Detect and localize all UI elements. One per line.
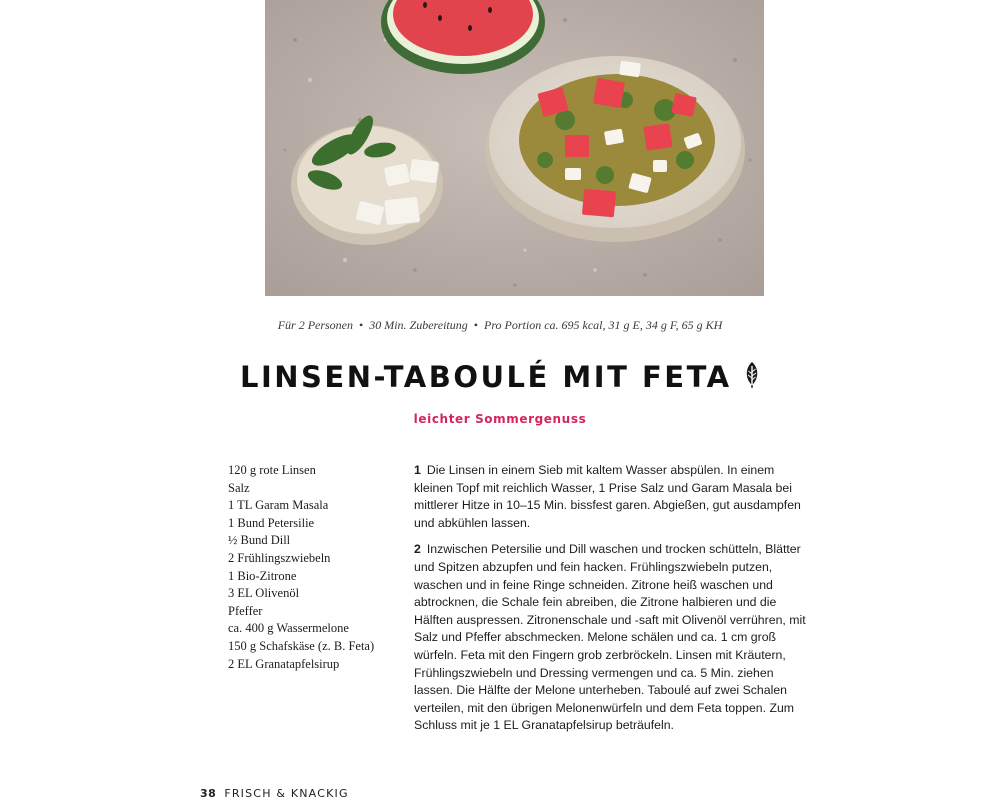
- ingredient-item: 150 g Schafskäse (z. B. Feta): [228, 638, 375, 653]
- leaf-icon: [744, 361, 760, 394]
- recipe-subtitle: leichter Sommergenuss: [413, 412, 587, 426]
- ingredient-item: Salz: [228, 480, 250, 495]
- ingredient-item: 1 TL Garam Masala: [228, 498, 329, 513]
- recipe-photo: [265, 0, 764, 296]
- ingredient-item: 3 EL Olivenöl: [228, 586, 300, 601]
- title-row: [0, 360, 1000, 394]
- step-text: Inzwischen Petersilie und Dill waschen und trocken schütteln, Blätter und Spitzen abzupfen und fein hacken. Frühlingszwiebeln putzen, waschen und in feine Ringe schneiden. Zitrone heiß waschen und abtrocknen, die Schale fein abreiben, die Zitrone halbieren und die Hälften auspressen. Zitronenschale und -saft mit Olivenöl verrühren, mit Salz und Pfeffer abschmecken. Melone schälen und ca. 1 cm groß würfeln. Feta mit den Fingern grob zerbröckeln. Linsen mit Kräutern, Frühlingszwiebeln und Dressing vermengen und ca. 5 Min. ziehen lassen. Die Hälfte der Melone unterheben. Taboulé auf zwei Schalen verteilen, mit den übrigen Melonenwürfeln und dem Feta toppen. Zum Schluss mit je 1 EL Granatapfelsirup beträufeln.: [414, 542, 806, 733]
- section-name: FRISCH & KNACKIG: [224, 787, 349, 800]
- ingredient-item: 120 g rote Linsen: [228, 463, 316, 477]
- step-number: 2: [414, 542, 421, 557]
- servings: Für 2 Personen: [277, 318, 354, 332]
- ingredient-item: 1 Bund Petersilie: [228, 515, 315, 530]
- page-number: 38: [200, 787, 217, 800]
- ingredient-item: Pfeffer: [228, 603, 263, 618]
- ingredient-item: 2 Frühlingszwiebeln: [228, 550, 331, 565]
- step-text: Die Linsen in einem Sieb mit kaltem Wasser abspülen. In einem kleinen Topf mit reichlich Wasser, 1 Prise Salz und Garam Masala bei mittlerer Hitze in 10–15 Min. bissfest garen. Abgießen, gut ausdampfen und abkühlen lassen.: [414, 463, 801, 530]
- preparation-steps: [414, 462, 814, 744]
- nutrition-info: Pro Portion ca. 695 kcal, 31 g E, 34 g F, 65 g KH: [483, 318, 723, 332]
- recipe-meta: [0, 318, 1000, 333]
- recipe-title: LINSEN-TABOULÉ MIT FETA: [239, 360, 732, 394]
- ingredient-item: 1 Bio-Zitrone: [228, 568, 297, 583]
- page-footer: [200, 787, 349, 800]
- dish-illustration: [265, 0, 764, 296]
- ingredient-list: [228, 462, 398, 673]
- step-number: 1: [414, 463, 421, 477]
- step-2: [414, 541, 814, 735]
- prep-time: 30 Min. Zubereitung: [369, 318, 468, 332]
- step-1: [414, 462, 814, 532]
- ingredient-item: ½ Bund Dill: [228, 533, 291, 548]
- ingredient-item: 2 EL Granatapfelsirup: [228, 656, 340, 671]
- meta-separator: •: [473, 318, 478, 332]
- meta-separator: •: [359, 318, 364, 332]
- ingredient-item: ca. 400 g Wassermelone: [228, 621, 349, 636]
